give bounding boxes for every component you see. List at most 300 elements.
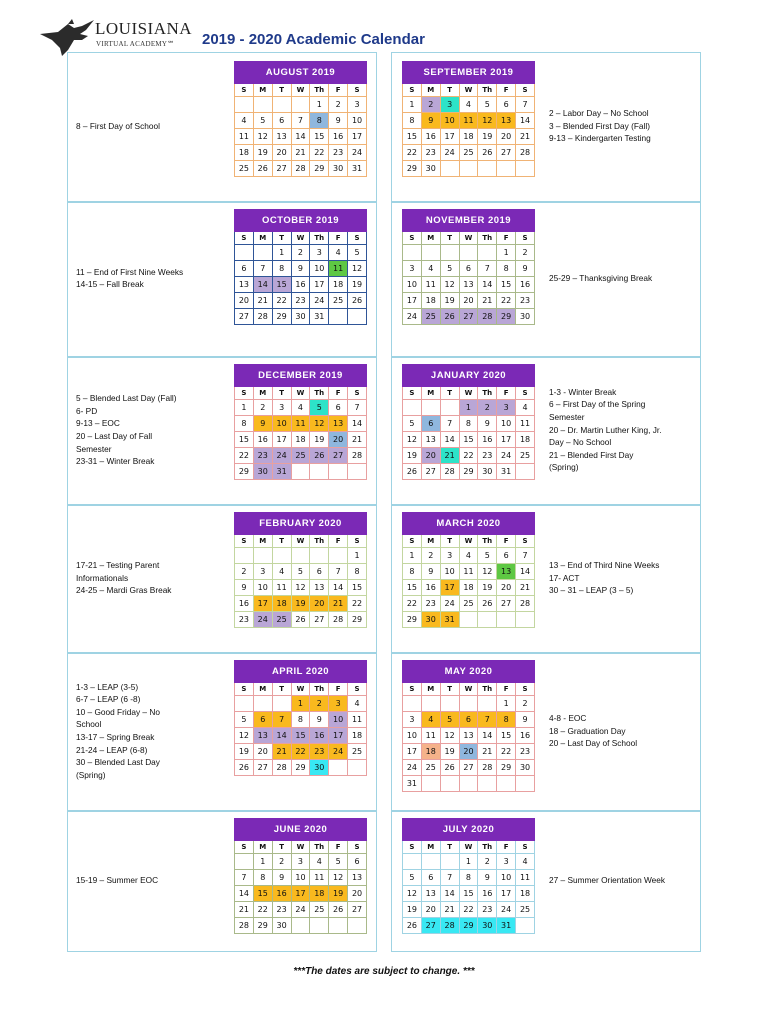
calendar-day: 22 — [253, 902, 272, 918]
calendar-day: 8 — [291, 712, 310, 728]
calendar-empty-day — [329, 309, 348, 325]
weekday-header: M — [421, 841, 440, 854]
weekday-header: S — [348, 387, 367, 400]
calendar-day: 30 — [329, 161, 348, 177]
calendar-day: 5 — [235, 712, 254, 728]
event-note: 1-3 - Winter Break — [549, 386, 617, 397]
calendar-empty-day — [516, 918, 535, 934]
calendar-day: 12 — [478, 113, 497, 129]
calendar-day: 28 — [478, 309, 497, 325]
calendar-day: 26 — [235, 760, 254, 776]
event-note: 23-31 – Winter Break — [76, 456, 155, 467]
calendar-day: 19 — [403, 448, 422, 464]
calendar-empty-day — [516, 776, 535, 792]
calendar-empty-day — [516, 612, 535, 628]
weekday-header: W — [291, 387, 310, 400]
calendar-day: 26 — [403, 918, 422, 934]
calendar-day: 6 — [459, 712, 478, 728]
calendar-day: 8 — [403, 113, 422, 129]
calendar-day: 6 — [497, 97, 516, 113]
calendar-day: 11 — [348, 712, 367, 728]
month-title: FEBRUARY 2020 — [235, 513, 367, 535]
logo-text-main: LOUISIANA — [95, 19, 193, 38]
event-note: 5 – Blended Last Day (Fall) — [76, 393, 177, 404]
calendar-day: 19 — [329, 886, 348, 902]
calendar-day: 1 — [497, 245, 516, 261]
calendar-day: 6 — [459, 261, 478, 277]
calendar-day: 19 — [440, 744, 459, 760]
month-calendar — [402, 818, 535, 934]
calendar-day: 21 — [253, 293, 272, 309]
calendar-empty-day — [440, 696, 459, 712]
calendar-day: 8 — [235, 416, 254, 432]
calendar-day: 30 — [516, 309, 535, 325]
weekday-header: F — [329, 841, 348, 854]
calendar-day: 14 — [272, 728, 291, 744]
event-note: (Spring) — [76, 769, 106, 780]
weekday-header: T — [440, 683, 459, 696]
calendar-empty-day — [421, 696, 440, 712]
calendar-empty-day — [403, 400, 422, 416]
calendar-day: 20 — [348, 886, 367, 902]
weekday-header: W — [459, 232, 478, 245]
weekday-header: M — [421, 84, 440, 97]
calendar-day: 1 — [497, 696, 516, 712]
calendar-day: 15 — [497, 277, 516, 293]
calendar-day: 18 — [459, 129, 478, 145]
calendar-day: 13 — [348, 870, 367, 886]
event-note: 25-29 – Thanksgiving Break — [549, 273, 653, 284]
calendar-grid — [67, 52, 701, 952]
calendar-day: 20 — [459, 293, 478, 309]
calendar-day: 7 — [516, 97, 535, 113]
calendar-day: 8 — [253, 870, 272, 886]
month-calendar — [234, 660, 367, 776]
weekday-header: S — [516, 841, 535, 854]
weekday-header: T — [272, 683, 291, 696]
calendar-day: 29 — [310, 161, 329, 177]
weekday-header: Th — [478, 232, 497, 245]
event-note: 21 – Blended First Day — [549, 449, 634, 460]
calendar-day: 11 — [421, 728, 440, 744]
calendar-day: 5 — [403, 416, 422, 432]
calendar-empty-day — [329, 548, 348, 564]
calendar-empty-day — [440, 776, 459, 792]
calendar-empty-day — [291, 918, 310, 934]
calendar-day: 9 — [329, 113, 348, 129]
calendar-day: 13 — [235, 277, 254, 293]
weekday-header: W — [459, 84, 478, 97]
calendar-empty-day — [440, 854, 459, 870]
calendar-day: 29 — [348, 612, 367, 628]
calendar-day: 29 — [235, 464, 254, 480]
calendar-empty-day — [253, 548, 272, 564]
weekday-header: S — [403, 683, 422, 696]
calendar-day: 1 — [253, 854, 272, 870]
event-note: 9-13 – EOC — [76, 418, 120, 429]
calendar-empty-day — [348, 760, 367, 776]
event-note: 17-21 – Testing Parent — [76, 560, 160, 571]
event-note: 17- ACT — [549, 572, 580, 583]
calendar-day: 7 — [272, 712, 291, 728]
calendar-day: 12 — [310, 416, 329, 432]
weekday-header: M — [253, 683, 272, 696]
calendar-day: 30 — [253, 464, 272, 480]
calendar-day: 8 — [497, 712, 516, 728]
calendar-empty-day — [310, 464, 329, 480]
calendar-day: 13 — [329, 416, 348, 432]
calendar-day: 6 — [235, 261, 254, 277]
calendar-day: 9 — [310, 712, 329, 728]
calendar-day: 18 — [272, 596, 291, 612]
calendar-day: 27 — [421, 464, 440, 480]
calendar-day: 8 — [272, 261, 291, 277]
calendar-day: 21 — [329, 596, 348, 612]
calendar-day: 31 — [272, 464, 291, 480]
calendar-day: 3 — [348, 97, 367, 113]
calendar-day: 17 — [272, 432, 291, 448]
calendar-day: 29 — [403, 612, 422, 628]
weekday-header: T — [440, 84, 459, 97]
month-calendar — [234, 818, 367, 934]
calendar-day: 7 — [478, 712, 497, 728]
calendar-day: 13 — [310, 580, 329, 596]
calendar-day: 27 — [421, 918, 440, 934]
month-title: APRIL 2020 — [235, 661, 367, 683]
calendar-empty-day — [478, 245, 497, 261]
calendar-day: 25 — [235, 161, 254, 177]
calendar-day: 16 — [516, 728, 535, 744]
calendar-day: 25 — [329, 293, 348, 309]
calendar-day: 10 — [253, 580, 272, 596]
calendar-day: 2 — [421, 548, 440, 564]
calendar-empty-day — [459, 245, 478, 261]
calendar-day: 6 — [421, 416, 440, 432]
weekday-header: T — [440, 841, 459, 854]
calendar-day: 19 — [310, 432, 329, 448]
weekday-header: S — [235, 683, 254, 696]
calendar-day: 24 — [291, 902, 310, 918]
calendar-day: 20 — [235, 293, 254, 309]
calendar-empty-day — [497, 776, 516, 792]
month-calendar — [234, 209, 367, 325]
calendar-day: 8 — [348, 564, 367, 580]
calendar-day: 13 — [497, 113, 516, 129]
calendar-empty-day — [348, 309, 367, 325]
calendar-empty-day — [291, 97, 310, 113]
month-title: MAY 2020 — [403, 661, 535, 683]
weekday-header: Th — [478, 683, 497, 696]
calendar-day: 6 — [272, 113, 291, 129]
calendar-day: 6 — [348, 854, 367, 870]
weekday-header: T — [272, 535, 291, 548]
calendar-day: 5 — [310, 400, 329, 416]
month-panel — [391, 202, 701, 357]
calendar-day: 4 — [421, 712, 440, 728]
calendar-day: 6 — [421, 870, 440, 886]
calendar-day: 11 — [310, 870, 329, 886]
calendar-day: 16 — [478, 886, 497, 902]
calendar-day: 23 — [478, 902, 497, 918]
calendar-empty-day — [403, 245, 422, 261]
weekday-header: T — [440, 387, 459, 400]
event-notes — [549, 559, 699, 597]
month-calendar — [402, 364, 535, 480]
event-note: 9-13 – Kindergarten Testing — [549, 133, 651, 144]
calendar-day: 13 — [459, 728, 478, 744]
month-title: SEPTEMBER 2019 — [403, 62, 535, 84]
calendar-day: 19 — [478, 580, 497, 596]
calendar-day: 9 — [516, 712, 535, 728]
logo-text-sub: VIRTUAL ACADEMY℠ — [96, 40, 175, 48]
month-calendar — [402, 660, 535, 792]
calendar-empty-day — [310, 918, 329, 934]
calendar-empty-day — [497, 161, 516, 177]
calendar-day: 20 — [253, 744, 272, 760]
weekday-header: F — [497, 683, 516, 696]
calendar-empty-day — [291, 464, 310, 480]
calendar-day: 19 — [253, 145, 272, 161]
calendar-empty-day — [348, 464, 367, 480]
month-panel — [67, 505, 377, 653]
calendar-day: 22 — [403, 596, 422, 612]
calendar-day: 17 — [403, 744, 422, 760]
weekday-header: S — [403, 387, 422, 400]
calendar-day: 11 — [459, 564, 478, 580]
month-calendar — [402, 512, 535, 628]
page-title: 2019 - 2020 Academic Calendar — [202, 31, 425, 48]
calendar-day: 24 — [403, 760, 422, 776]
calendar-day: 18 — [516, 432, 535, 448]
calendar-day: 28 — [253, 309, 272, 325]
calendar-day: 2 — [253, 400, 272, 416]
calendar-day: 16 — [421, 580, 440, 596]
calendar-day: 21 — [440, 902, 459, 918]
calendar-day: 4 — [272, 564, 291, 580]
event-note: 30 – Blended Last Day — [76, 757, 160, 768]
calendar-day: 15 — [235, 432, 254, 448]
calendar-day: 26 — [348, 293, 367, 309]
calendar-day: 14 — [516, 564, 535, 580]
event-note: 20 – Last Day of School — [549, 738, 638, 749]
calendar-day: 5 — [440, 261, 459, 277]
calendar-day: 7 — [235, 870, 254, 886]
calendar-empty-day — [497, 612, 516, 628]
calendar-day: 17 — [440, 580, 459, 596]
calendar-day: 11 — [459, 113, 478, 129]
calendar-day: 24 — [310, 293, 329, 309]
calendar-day: 31 — [310, 309, 329, 325]
calendar-day: 26 — [440, 309, 459, 325]
calendar-day: 24 — [329, 744, 348, 760]
calendar-day: 3 — [403, 261, 422, 277]
calendar-day: 15 — [272, 277, 291, 293]
calendar-day: 9 — [253, 416, 272, 432]
calendar-day: 20 — [310, 596, 329, 612]
calendar-day: 14 — [440, 886, 459, 902]
event-notes — [549, 386, 699, 474]
weekday-header: S — [516, 84, 535, 97]
calendar-empty-day — [235, 854, 254, 870]
event-notes — [549, 107, 699, 145]
month-panel — [391, 505, 701, 653]
event-notes — [549, 712, 699, 750]
weekday-header: S — [348, 84, 367, 97]
weekday-header: Th — [478, 84, 497, 97]
calendar-day: 21 — [440, 448, 459, 464]
calendar-day: 22 — [272, 293, 291, 309]
calendar-empty-day — [235, 245, 254, 261]
calendar-day: 12 — [478, 564, 497, 580]
calendar-day: 22 — [459, 902, 478, 918]
weekday-header: F — [497, 232, 516, 245]
calendar-day: 27 — [348, 902, 367, 918]
calendar-day: 24 — [440, 596, 459, 612]
weekday-header: M — [421, 535, 440, 548]
footer-note: ***The dates are subject to change. *** — [293, 966, 475, 977]
calendar-day: 9 — [516, 261, 535, 277]
event-note: Semester — [76, 443, 112, 454]
calendar-day: 2 — [421, 97, 440, 113]
calendar-day: 8 — [459, 870, 478, 886]
calendar-day: 27 — [497, 145, 516, 161]
calendar-day: 5 — [440, 712, 459, 728]
calendar-empty-day — [440, 400, 459, 416]
calendar-day: 16 — [291, 277, 310, 293]
calendar-empty-day — [272, 696, 291, 712]
calendar-day: 10 — [497, 870, 516, 886]
event-notes — [76, 120, 226, 133]
calendar-day: 3 — [253, 564, 272, 580]
weekday-header: Th — [310, 841, 329, 854]
calendar-empty-day — [329, 760, 348, 776]
calendar-day: 25 — [348, 744, 367, 760]
calendar-day: 23 — [272, 902, 291, 918]
calendar-day: 1 — [348, 548, 367, 564]
calendar-day: 4 — [459, 97, 478, 113]
calendar-day: 3 — [497, 854, 516, 870]
event-note: 1-3 – LEAP (3-5) — [76, 681, 139, 692]
calendar-day: 24 — [348, 145, 367, 161]
calendar-day: 26 — [310, 448, 329, 464]
calendar-day: 30 — [421, 161, 440, 177]
calendar-day: 23 — [421, 596, 440, 612]
calendar-day: 31 — [403, 776, 422, 792]
calendar-day: 7 — [291, 113, 310, 129]
calendar-day: 5 — [253, 113, 272, 129]
calendar-day: 18 — [459, 580, 478, 596]
calendar-day: 12 — [403, 432, 422, 448]
weekday-header: M — [253, 232, 272, 245]
calendar-day: 6 — [329, 400, 348, 416]
calendar-empty-day — [478, 612, 497, 628]
weekday-header: T — [440, 232, 459, 245]
calendar-day: 10 — [440, 564, 459, 580]
month-panel — [391, 653, 701, 811]
calendar-day: 20 — [459, 744, 478, 760]
calendar-day: 3 — [497, 400, 516, 416]
calendar-day: 20 — [497, 129, 516, 145]
month-panel — [67, 653, 377, 811]
calendar-day: 19 — [478, 129, 497, 145]
calendar-day: 13 — [421, 432, 440, 448]
weekday-header: Th — [478, 535, 497, 548]
calendar-day: 7 — [516, 548, 535, 564]
event-note: 6- PD — [76, 405, 98, 416]
calendar-day: 21 — [478, 293, 497, 309]
calendar-day: 14 — [440, 432, 459, 448]
weekday-header: M — [253, 535, 272, 548]
calendar-day: 23 — [329, 145, 348, 161]
calendar-day: 9 — [272, 870, 291, 886]
weekday-header: M — [421, 387, 440, 400]
calendar-day: 21 — [291, 145, 310, 161]
calendar-day: 18 — [348, 728, 367, 744]
calendar-day: 17 — [348, 129, 367, 145]
calendar-empty-day — [329, 464, 348, 480]
event-note: 2 – Labor Day – No School — [549, 108, 649, 119]
calendar-day: 1 — [459, 400, 478, 416]
calendar-day: 14 — [516, 113, 535, 129]
month-calendar — [234, 512, 367, 628]
calendar-day: 4 — [310, 854, 329, 870]
calendar-day: 17 — [329, 728, 348, 744]
calendar-day: 18 — [421, 744, 440, 760]
calendar-empty-day — [421, 854, 440, 870]
weekday-header: Th — [478, 841, 497, 854]
weekday-header: F — [329, 535, 348, 548]
calendar-day: 27 — [459, 309, 478, 325]
calendar-day: 5 — [478, 97, 497, 113]
calendar-day: 11 — [421, 277, 440, 293]
calendar-day: 12 — [440, 277, 459, 293]
calendar-day: 28 — [272, 760, 291, 776]
calendar-day: 17 — [291, 886, 310, 902]
calendar-day: 13 — [421, 886, 440, 902]
event-note: 20 – Dr. Martin Luther King, Jr. — [549, 424, 662, 435]
weekday-header: S — [403, 841, 422, 854]
calendar-day: 23 — [235, 612, 254, 628]
calendar-day: 3 — [440, 97, 459, 113]
calendar-day: 27 — [459, 760, 478, 776]
calendar-day: 16 — [478, 432, 497, 448]
calendar-day: 30 — [421, 612, 440, 628]
month-title: OCTOBER 2019 — [235, 210, 367, 232]
calendar-day: 26 — [291, 612, 310, 628]
calendar-day: 21 — [516, 129, 535, 145]
calendar-day: 27 — [329, 448, 348, 464]
month-calendar — [234, 364, 367, 480]
calendar-empty-day — [478, 696, 497, 712]
calendar-day: 25 — [272, 612, 291, 628]
calendar-day: 5 — [348, 245, 367, 261]
calendar-day: 31 — [348, 161, 367, 177]
calendar-day: 2 — [478, 854, 497, 870]
calendar-empty-day — [478, 161, 497, 177]
calendar-day: 18 — [291, 432, 310, 448]
calendar-day: 15 — [310, 129, 329, 145]
calendar-day: 29 — [459, 918, 478, 934]
weekday-header: W — [291, 683, 310, 696]
calendar-day: 28 — [440, 918, 459, 934]
calendar-empty-day — [348, 918, 367, 934]
weekday-header: S — [348, 232, 367, 245]
calendar-day: 18 — [329, 277, 348, 293]
calendar-empty-day — [459, 776, 478, 792]
event-note: 6-7 – LEAP (6 -8) — [76, 694, 141, 705]
calendar-day: 22 — [291, 744, 310, 760]
calendar-day: 8 — [403, 564, 422, 580]
